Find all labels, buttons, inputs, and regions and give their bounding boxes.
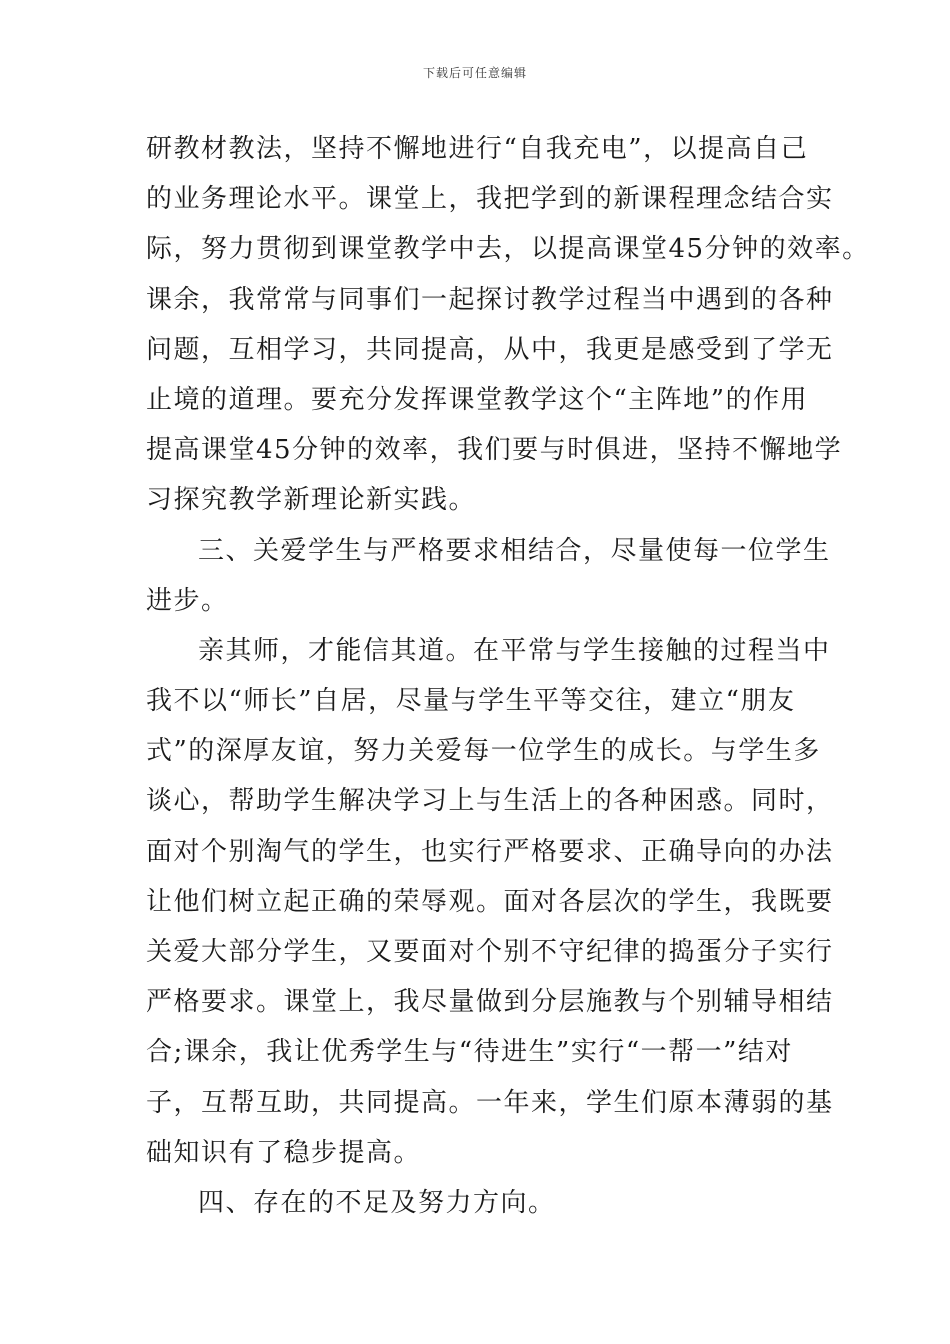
text-line: 四、存在的不足及努力方向。 xyxy=(198,1187,556,1218)
text-line: 子，互帮互助，共同提高。一年来，学生们原本薄弱的基 xyxy=(146,1087,834,1118)
text-line: 式”的深厚友谊，努力关爱每一位学生的成长。与学生多 xyxy=(146,736,821,767)
text-line: 严格要求。课堂上，我尽量做到分层施教与个别辅导相结 xyxy=(146,987,834,1018)
text-line: 关爱大部分学生，又要面对个别不守纪律的捣蛋分子实行 xyxy=(146,937,834,967)
text-line: 问题，互相学习，共同提高，从中，我更是感受到了学无 xyxy=(146,334,834,365)
text-line: 的业务理论水平。课堂上，我把学到的新课程理念结合实 xyxy=(146,184,834,215)
text-line: 面对个别淘气的学生，也实行严格要求、正确导向的办法 xyxy=(146,836,834,867)
text-line: 让他们树立起正确的荣辱观。面对各层次的学生，我既要 xyxy=(146,886,834,917)
text-line: 我不以“师长”自居，尽量与学生平等交往，建立“朋友 xyxy=(146,686,796,717)
text-line: 课余，我常常与同事们一起探讨教学过程当中遇到的各种 xyxy=(146,284,834,315)
page-header: 下载后可任意编辑 xyxy=(422,66,527,80)
text-line: 亲其师，才能信其道。在平常与学生接触的过程当中 xyxy=(198,635,831,666)
text-line: 础知识有了稳步提高。 xyxy=(146,1137,422,1168)
text-line: 合;课余，我让优秀学生与“待进生”实行“一帮一”结对 xyxy=(146,1037,793,1068)
text-line: 习探究教学新理论新实践。 xyxy=(146,485,477,516)
text-line: 际，努力贯彻到课堂教学中去，以提高课堂45分钟的效率。 xyxy=(146,234,870,265)
text-line: 谈心，帮助学生解决学习上与生活上的各种困惑。同时， xyxy=(146,786,834,817)
text-line: 进步。 xyxy=(146,585,229,616)
document-body xyxy=(146,124,870,1228)
text-line: 三、关爱学生与严格要求相结合，尽量使每一位学生 xyxy=(198,535,831,566)
text-line: 研教材教法，坚持不懈地进行“自我充电”，以提高自己 xyxy=(146,134,809,164)
text-line: 止境的道理。要充分发挥课堂教学这个“主阵地”的作用 xyxy=(146,384,809,415)
text-line: 提高课堂45分钟的效率，我们要与时俱进，坚持不懈地学 xyxy=(146,435,843,466)
